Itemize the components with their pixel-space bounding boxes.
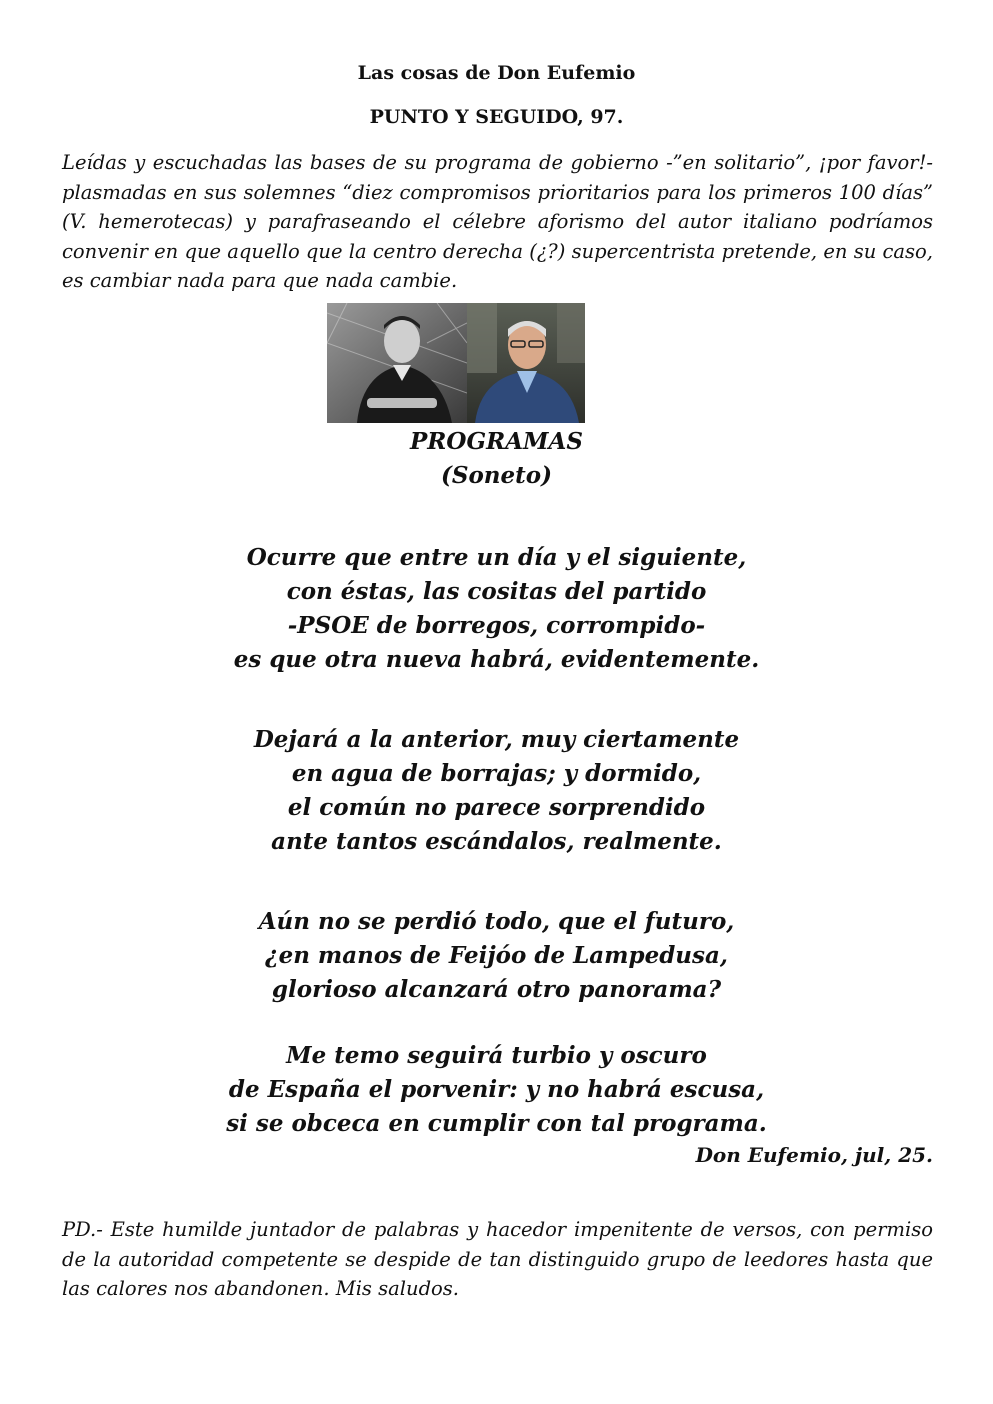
verse-line: en agua de borrajas; y dormido, — [291, 760, 702, 787]
intro-paragraph: Leídas y escuchadas las bases de su programa de gobierno -”en solitario”, ¡por favor!- plasmadas en sus solemnes “diez compromisos prioritarios para los primeros 100 días” (V. hemerotecas) y parafraseando el célebre aforismo del autor italiano podríamos convenir en que aquello que la centro derecha (¿?) supercentrista pretende, en su caso, es cambiar nada para que nada cambie. — [62, 151, 933, 292]
poem-subtitle: (Soneto) — [440, 462, 553, 489]
stanza-1 — [0, 541, 993, 677]
photo-pair — [327, 303, 587, 423]
verse-line: es que otra nueva habrá, evidentemente. — [233, 646, 760, 673]
verse-line: el común no parece sorprendido — [287, 794, 706, 821]
postscript-paragraph: PD.- Este humilde juntador de palabras y hacedor impenitente de versos, con permiso de la autoridad competente se despide de tan distinguido grupo de leedores hasta que las calores nos abandonen. Mis saludos. — [62, 1218, 933, 1300]
author-signature: Don Eufemio, jul, 25. — [695, 1143, 933, 1167]
verse-line: ¿en manos de Feijóo de Lampedusa, — [265, 942, 728, 969]
verse-line: ante tantos escándalos, realmente. — [271, 828, 722, 855]
stanza-2 — [0, 723, 993, 859]
verse-line: si se obceca en cumplir con tal programa. — [226, 1110, 767, 1137]
verse-line: glorioso alcanzará otro panorama? — [271, 976, 722, 1003]
verse-line: Aún no se perdió todo, que el futuro, — [258, 908, 735, 935]
stanza-4 — [0, 1039, 993, 1141]
verse-line: con éstas, las cositas del partido — [286, 578, 707, 605]
series-title: Las cosas de Don Eufemio — [357, 62, 636, 84]
verse-line: -PSOE de borregos, corrompido- — [287, 612, 706, 639]
poem-title: PROGRAMAS — [410, 428, 583, 455]
portrait-photo-left — [327, 303, 467, 423]
verse-line: de España el porvenir: y no habrá escusa, — [228, 1076, 765, 1103]
article-title: PUNTO Y SEGUIDO, 97. — [369, 106, 624, 128]
verse-line: Ocurre que entre un día y el siguiente, — [246, 544, 747, 571]
stanza-3 — [0, 905, 993, 1007]
verse-line: Me temo seguirá turbio y oscuro — [286, 1042, 707, 1069]
verse-line: Dejará a la anterior, muy ciertamente — [253, 726, 740, 753]
portrait-photo-right — [467, 303, 585, 423]
